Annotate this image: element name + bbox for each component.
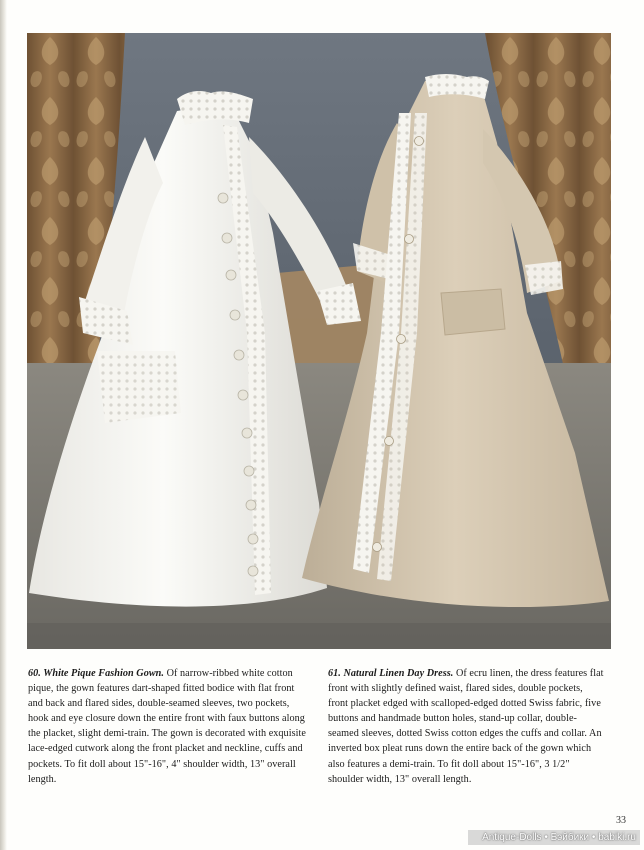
caption-title: 60. White Pique Fashion Gown.: [28, 668, 164, 679]
page-number: 33: [616, 815, 626, 826]
gowns-photograph: [27, 33, 611, 649]
watermark: Antique-Dolls • Бэйбики • babiki.ru: [468, 830, 640, 845]
page-binding-edge: [0, 0, 7, 850]
caption-body: Of narrow-ribbed white cotton pique, the gown features dart-shaped fitted bodice with flat front and back and flared sides, double-seamed sleeves, two pockets, hook and eye closure down the entire front with faux buttons along the placket, slight demi-train. The gown is decorated with exquisite lace-edged cutwork along the front placket and neckline, cuffs and pockets. To fit doll about 15"-16", 4" shoulder width, 13" overall length.: [28, 668, 306, 785]
caption-body: Of ecru linen, the dress features flat front with slightly defined waist, flared sides, double pockets, front placket edged with scalloped-edged dotted Swiss fabric, five buttons and handmade button holes, stand-up collar, double-seamed sleeves, dotted Swiss cotton edges the cuffs and collar. An inverted box pleat runs down the entire back of the gown which also features a demi-train. To fit doll about 15"-16", 3 1/2" shoulder width, 13" overall length.: [328, 668, 604, 785]
caption-natural-linen-dress: [328, 666, 604, 787]
caption-title: 61. Natural Linen Day Dress.: [328, 668, 454, 679]
caption-white-pique-gown: [28, 666, 306, 787]
